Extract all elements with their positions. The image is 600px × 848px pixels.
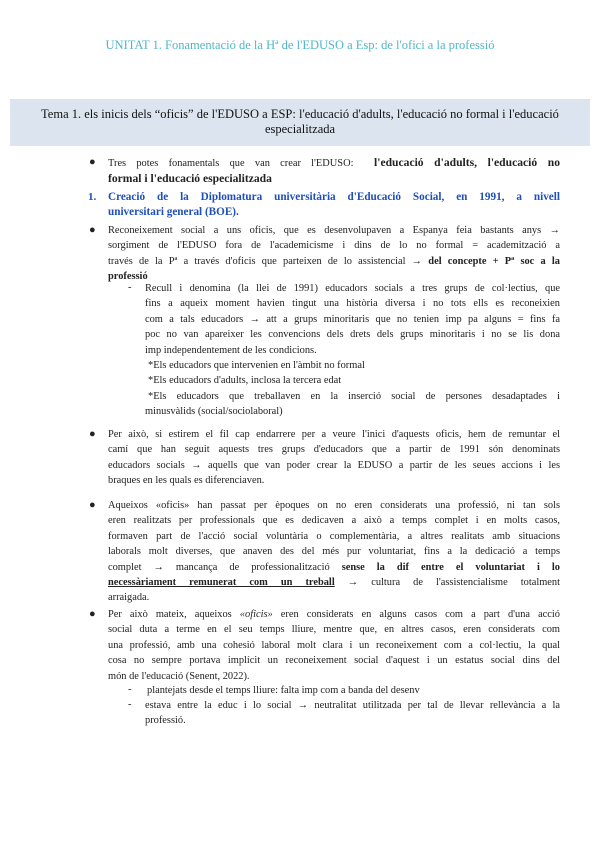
paragraph-bold-text: formal i l'educació especialitzada (108, 172, 272, 186)
paragraph-line: braques en les quals es diferenciaven. (108, 475, 265, 487)
paragraph-line: sorgiment de l'EDUSO fora de l'academicisme i dins de lo no formal = academització a (108, 240, 560, 252)
paragraph-line: Per això, si estirem el fil cap endarrere per a veure l'inici d'aquests oficis, hem de remuntar el (108, 429, 560, 440)
paragraph-line: arraigada. (108, 592, 150, 604)
paragraph-bold-text: necessàriament remunerat com un treball (108, 577, 335, 589)
paragraph-italic-text: «oficis» (239, 609, 273, 620)
paragraph-line: formaven part de l'acció social voluntària o complementària, a altres realitats amb situacions (108, 530, 560, 542)
paragraph-text: → cultura de l'assistencialisme totalment (347, 577, 560, 589)
paragraph-line (108, 575, 560, 590)
paragraph-text: través de la Pª a través d'oficis que parteixen de lo assistencial → (108, 255, 423, 267)
bullet-paragraph (108, 607, 560, 684)
paragraph-line: Aqueixos «oficis» han passat per èpoques on no eren considerats una professió, ni tan sols (108, 500, 560, 511)
bullet-paragraph (108, 427, 560, 489)
paragraph-line: *Els educadors d'adults, inclosa la tercera edat (148, 375, 342, 387)
paragraph-line: com a tals educadors → att a grups minoritaris que no tenien imp pa alguns = fins fa (145, 313, 560, 325)
bullet-icon: ● (89, 499, 96, 511)
paragraph-line: Reconeixement social a uns oficis, que es desenvolupaven a Espanya feia bastants anys → (108, 225, 560, 236)
bullet-icon: ● (89, 608, 96, 620)
theme-title-line: Tema 1. els inicis dels “oficis” de l'EDUSO a ESP: l'educació d'adults, l'educació no formal i l'educació (41, 107, 559, 121)
dash-paragraph (145, 698, 560, 729)
paragraph-bold-text: l'educació d'adults, l'educació no (374, 156, 560, 169)
bullet-icon: ● (89, 428, 96, 440)
paragraph-line: imp independentement de les condicions. (145, 344, 317, 356)
bullet-icon: ● (89, 156, 96, 168)
paragraph-line: Creació de la Diplomatura universitària d'Educació Social, en 1991, a nivell (108, 191, 560, 203)
bullet-paragraph (108, 155, 560, 187)
paragraph-line: *Els educadors que intervenien en l'àmbit no formal (148, 360, 365, 372)
paragraph-text: eren considerats en alguns casos com a part d'una acció (280, 609, 560, 620)
paragraph-line: professió. (145, 715, 186, 727)
paragraph-line (108, 607, 560, 622)
paragraph-line: estava entre la educ i lo social → neutralitat utilitzada per tal de llevar rellevància a la (145, 700, 560, 711)
paragraph-text: complet → mancança de professionalització (108, 561, 330, 573)
paragraph-line (108, 254, 560, 269)
paragraph-bold-text: del concepte + Pª soc a la (428, 255, 560, 267)
paragraph-line: poc no van apareixer les convencions dels drets dels grups minoritaris i no se lis dona (145, 329, 560, 341)
paragraph-line: social duta a terme en el seu temps lliure, mentre que, en altres casos, eren considerats com (108, 624, 560, 636)
unit-title: UNITAT 1. Fonamentació de la Hª de l'EDUSO a Esp: de l'ofici a la professió (105, 38, 495, 52)
paragraph-line: minusvàlids (social/sociolaboral) (145, 406, 283, 418)
paragraph-line: Recull i denomina (la llei de 1991) educadors socials a tres grups de col·lectius, que (145, 283, 560, 294)
paragraph-text: Tres potes fonamentals que van crear l'EDUSO: (108, 158, 354, 169)
paragraph-line: camí que han seguit aquests tres grups d'educadors que a partir de 1991 són denominats (108, 444, 560, 456)
paragraph-line: una professió, amb una cohesió laboral molt clara i un reconeixement com a col·lectiu, la qual (108, 639, 560, 651)
theme-title (20, 107, 580, 137)
paragraph-bold-text: professió (108, 271, 148, 283)
bullet-icon: ● (89, 224, 96, 236)
bullet-paragraph (108, 223, 560, 285)
paragraph-line (108, 155, 560, 171)
paragraph-line: plantejats desde el temps lliure: falta imp com a banda del desenv (147, 685, 420, 696)
dash-marker: - (128, 684, 132, 695)
paragraph-line: món de l'educació (Senent, 2022). (108, 670, 250, 682)
dash-paragraph (145, 281, 560, 420)
dash-marker: - (128, 282, 132, 293)
paragraph-text: Per això mateix, aqueixos (108, 609, 232, 620)
paragraph-line: educadors socials → aquells que van poder crear la EDUSO a partir de les seues accions i les (108, 459, 560, 471)
paragraph-line: universitari general (BOE). (108, 206, 239, 219)
bullet-paragraph (108, 498, 560, 606)
theme-title-line: especialitzada (264, 122, 336, 136)
paragraph-bold-text: sense la dif entre el voluntariat i lo (341, 561, 560, 573)
numbered-paragraph (108, 190, 560, 221)
paragraph-line: *Els educadors que treballaven en la inserció social de persones desadaptades i (148, 390, 560, 402)
paragraph-line: eren realitzats per professionals que es dedicaven a això a temps complet i en molts casos, (108, 515, 560, 527)
list-number: 1. (88, 191, 97, 203)
dash-marker: - (128, 699, 132, 710)
paragraph-line: fins a aqueix moment havien tingut una història diversa i no tots ells es reconeixien (145, 298, 560, 310)
paragraph-line: laborals molt diverses, que anaven des del més pur voluntariat, fins a la dedicació a temps (108, 546, 560, 558)
paragraph-line (108, 560, 560, 575)
paragraph-line: cosa no sempre portava implícit un reconeixement social d'aquest i un estatus social dins del (108, 655, 560, 667)
dash-paragraph (147, 683, 560, 698)
